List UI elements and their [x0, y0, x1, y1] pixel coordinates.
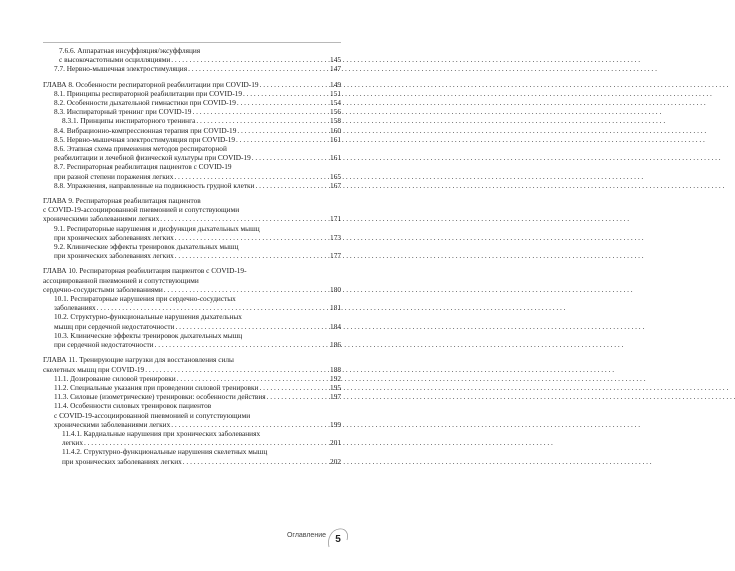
toc-entry-title: при разной степени поражения легких [54, 171, 174, 181]
toc-entry-title: 11.2. Специальные указания при проведении силовой тренировки [54, 382, 259, 392]
toc-entry[interactable] [0, 374, 400, 383]
leader-dots [188, 64, 329, 73]
toc-entry[interactable] [0, 331, 400, 349]
toc-entry-title: 8.2. Особенности дыхательной гимнастики при COVID-19 [54, 98, 236, 108]
toc-entry-title: 10.1. Респираторные нарушения при сердечно-сосудистых [54, 294, 236, 304]
toc-entry-title: 11.4.1. Кардиальные нарушения при хронических заболеваниях [62, 428, 261, 438]
toc-page-number: 173 [330, 232, 341, 242]
toc-entry-title: при хронических заболеваниях легких [54, 251, 174, 261]
leader-dots [267, 392, 329, 401]
toc-entry-title: ГЛАВА 9. Респираторная реабилитация пациентов [43, 196, 201, 206]
toc-entry-title: ассоциированной пневмонией и сопутствующими [43, 275, 199, 285]
toc-entry-title: 8.8. Упражнения, направленные на подвижность грудной клетки [54, 180, 255, 190]
leader-dots [260, 80, 330, 89]
toc-entry[interactable] [0, 126, 400, 135]
toc-page-number: 180 [330, 284, 341, 294]
toc-page-number: 160 [330, 125, 341, 135]
toc-entry[interactable] [0, 196, 400, 224]
toc-entry-title: ГЛАВА 11. Тренирующие нагрузки для восстановления силы [43, 355, 234, 365]
toc-entry-title: хроническими заболеваниями легких [54, 419, 171, 429]
toc-entry-title: скелетных мышц при COVID-19 [43, 364, 145, 374]
leader-dots [259, 383, 329, 392]
leader-dots [183, 457, 329, 466]
toc-page-number: 197 [330, 392, 341, 402]
leader-dots [97, 303, 329, 312]
toc-entry[interactable] [0, 144, 400, 162]
toc-page-number: 181 [330, 303, 341, 313]
toc-entry[interactable] [0, 355, 400, 373]
toc-page-number: 177 [330, 251, 341, 261]
leader-dots [174, 172, 329, 181]
toc-entry-title: мышц при сердечной недостаточности [54, 321, 175, 331]
toc-entry[interactable] [0, 224, 400, 242]
leader-dots [171, 55, 329, 64]
leader-dots [145, 365, 329, 374]
toc-entry[interactable] [0, 294, 400, 312]
toc-entry-title: заболеваниях [54, 303, 96, 313]
leader-dots [236, 135, 329, 144]
leader-dots [237, 98, 329, 107]
toc-entry-title: 8.1. Принципы респираторной реабилитации при COVID-19 [54, 88, 242, 98]
toc-entry-title: при хронических заболеваниях легких [62, 456, 182, 466]
top-divider [43, 42, 341, 43]
toc-entry[interactable] [0, 181, 400, 190]
toc-entry[interactable] [0, 98, 400, 107]
toc-page-number: 161 [330, 134, 341, 144]
toc-entry-title: с COVID-19-ассоциированной пневмонией и сопутствующими [43, 205, 240, 215]
toc-page-number: 145 [330, 55, 341, 65]
toc-page-number: 195 [330, 382, 341, 392]
toc-entry-title: 11.3. Силовые (изометрические) тренировки: особенности действия [54, 392, 266, 402]
toc-entry-title: ГЛАВА 10. Респираторная реабилитация пациентов с COVID-19- [43, 266, 247, 276]
toc-entry[interactable] [0, 242, 400, 260]
toc-entry-title: 8.4. Вибрационно-компрессионная терапия при COVID-19 [54, 125, 237, 135]
leader-dots [171, 420, 329, 429]
toc-entry[interactable] [0, 116, 400, 125]
toc-entry-title: хроническими заболеваниями легких [43, 214, 160, 224]
toc-entry-title: 8.3.1. Принципы инспираторного тренинга [62, 116, 196, 126]
toc-entry[interactable] [0, 135, 400, 144]
leader-dots [175, 322, 329, 331]
toc-entry[interactable] [0, 392, 400, 401]
page-number: 5 [335, 534, 341, 545]
toc-entry[interactable] [0, 447, 400, 465]
toc-entry[interactable] [0, 312, 400, 330]
toc-page-number: 151 [330, 88, 341, 98]
toc-entry-title: с COVID-19-ассоциированной пневмонией и сопутствующими [54, 410, 251, 420]
toc-page-number: 149 [330, 79, 341, 89]
toc-entry[interactable] [0, 46, 400, 64]
toc-page-number: 201 [330, 438, 341, 448]
toc-entry-title: с высокочастотными осцилляциями [59, 55, 171, 65]
leader-dots [196, 116, 329, 125]
leader-dots [252, 153, 329, 162]
leader-dots [155, 340, 329, 349]
leader-dots [243, 89, 329, 98]
toc-page-number: 167 [330, 180, 341, 190]
toc-entry-title: 11.1. Дозирование силовой тренировки [54, 373, 176, 383]
toc-entry-title: 8.7. Респираторная реабилитация пациентов с COVID-19 [54, 162, 232, 172]
toc-entry-title: 8.5. Нервно-мышечная электростимуляция при COVID-19 [54, 134, 236, 144]
toc-page-number: 165 [330, 171, 341, 181]
toc-entry-title: 7.7. Нервно-мышечная электростимуляция [54, 64, 188, 74]
toc-entry-title: 11.4. Особенности силовых тренировок пациентов [54, 401, 212, 411]
leader-dots [84, 438, 329, 447]
leader-dots [255, 181, 329, 190]
toc-entry-title: сердечно-сосудистыми заболеваниями [43, 284, 163, 294]
toc-page-number: 161 [330, 153, 341, 163]
toc-page-number: 184 [330, 321, 341, 331]
toc-page-number: 202 [330, 456, 341, 466]
toc-page-number: 158 [330, 116, 341, 126]
toc-entry[interactable] [0, 429, 400, 447]
leader-dots [175, 233, 329, 242]
toc-entry-title: ГЛАВА 8. Особенности респираторной реабилитации при COVID-19 [43, 79, 259, 89]
toc-entry-title: при хронических заболеваниях легких [54, 232, 174, 242]
toc-entry-title: 8.3. Инспираторный тренинг при COVID-19 [54, 107, 192, 117]
toc-entry[interactable] [0, 401, 400, 429]
toc-page-number: 188 [330, 364, 341, 374]
toc-entry[interactable] [0, 107, 400, 116]
leader-dots [164, 285, 329, 294]
toc-entry[interactable] [0, 162, 400, 180]
toc-entry-title: 8.6. Этапная схема применения методов респираторной [54, 144, 227, 154]
leader-dots [160, 214, 329, 223]
toc-entry[interactable] [0, 89, 400, 98]
toc-entry-title: 10.3. Клинические эффекты тренировок дыхательных мышц [54, 330, 243, 340]
toc-page-number: 147 [330, 64, 341, 74]
toc-page-number: 154 [330, 98, 341, 108]
toc-page-number: 199 [330, 419, 341, 429]
leader-dots [175, 251, 329, 260]
toc-entry[interactable] [0, 64, 400, 73]
toc-page-number: 186 [330, 340, 341, 350]
toc-entry[interactable] [0, 266, 400, 294]
toc-entry-title: 7.6.6. Аппаратная инсуффляция/эксуффляция [59, 46, 201, 55]
toc-entry-title: 9.1. Респираторные нарушения и дисфункция дыхательных мышц [54, 223, 260, 233]
table-of-contents [0, 46, 400, 466]
toc-entry-title: 10.2. Структурно-функциональные нарушения дыхательных [54, 312, 242, 322]
toc-page-number: 171 [330, 214, 341, 224]
toc-page-number: 156 [330, 107, 341, 117]
leader-dots [192, 107, 329, 116]
toc-entry-title: 11.4.2. Структурно-функциональные нарушения скелетных мышц [62, 447, 268, 457]
toc-entry-title: легких [62, 438, 83, 448]
toc-entry-title: 9.2. Клинические эффекты тренировок дыхательных мышц [54, 242, 239, 252]
toc-page-number: 192 [330, 373, 341, 383]
footer-section-label: Оглавление [286, 532, 326, 539]
toc-entry[interactable] [0, 80, 400, 89]
leader-dots [177, 374, 329, 383]
leader-dots [237, 126, 329, 135]
toc-entry[interactable] [0, 383, 400, 392]
toc-entry-title: при сердечной недостаточности [54, 340, 154, 350]
toc-entry-title: реабилитации и лечебной физической культуры при COVID-19 [54, 153, 251, 163]
